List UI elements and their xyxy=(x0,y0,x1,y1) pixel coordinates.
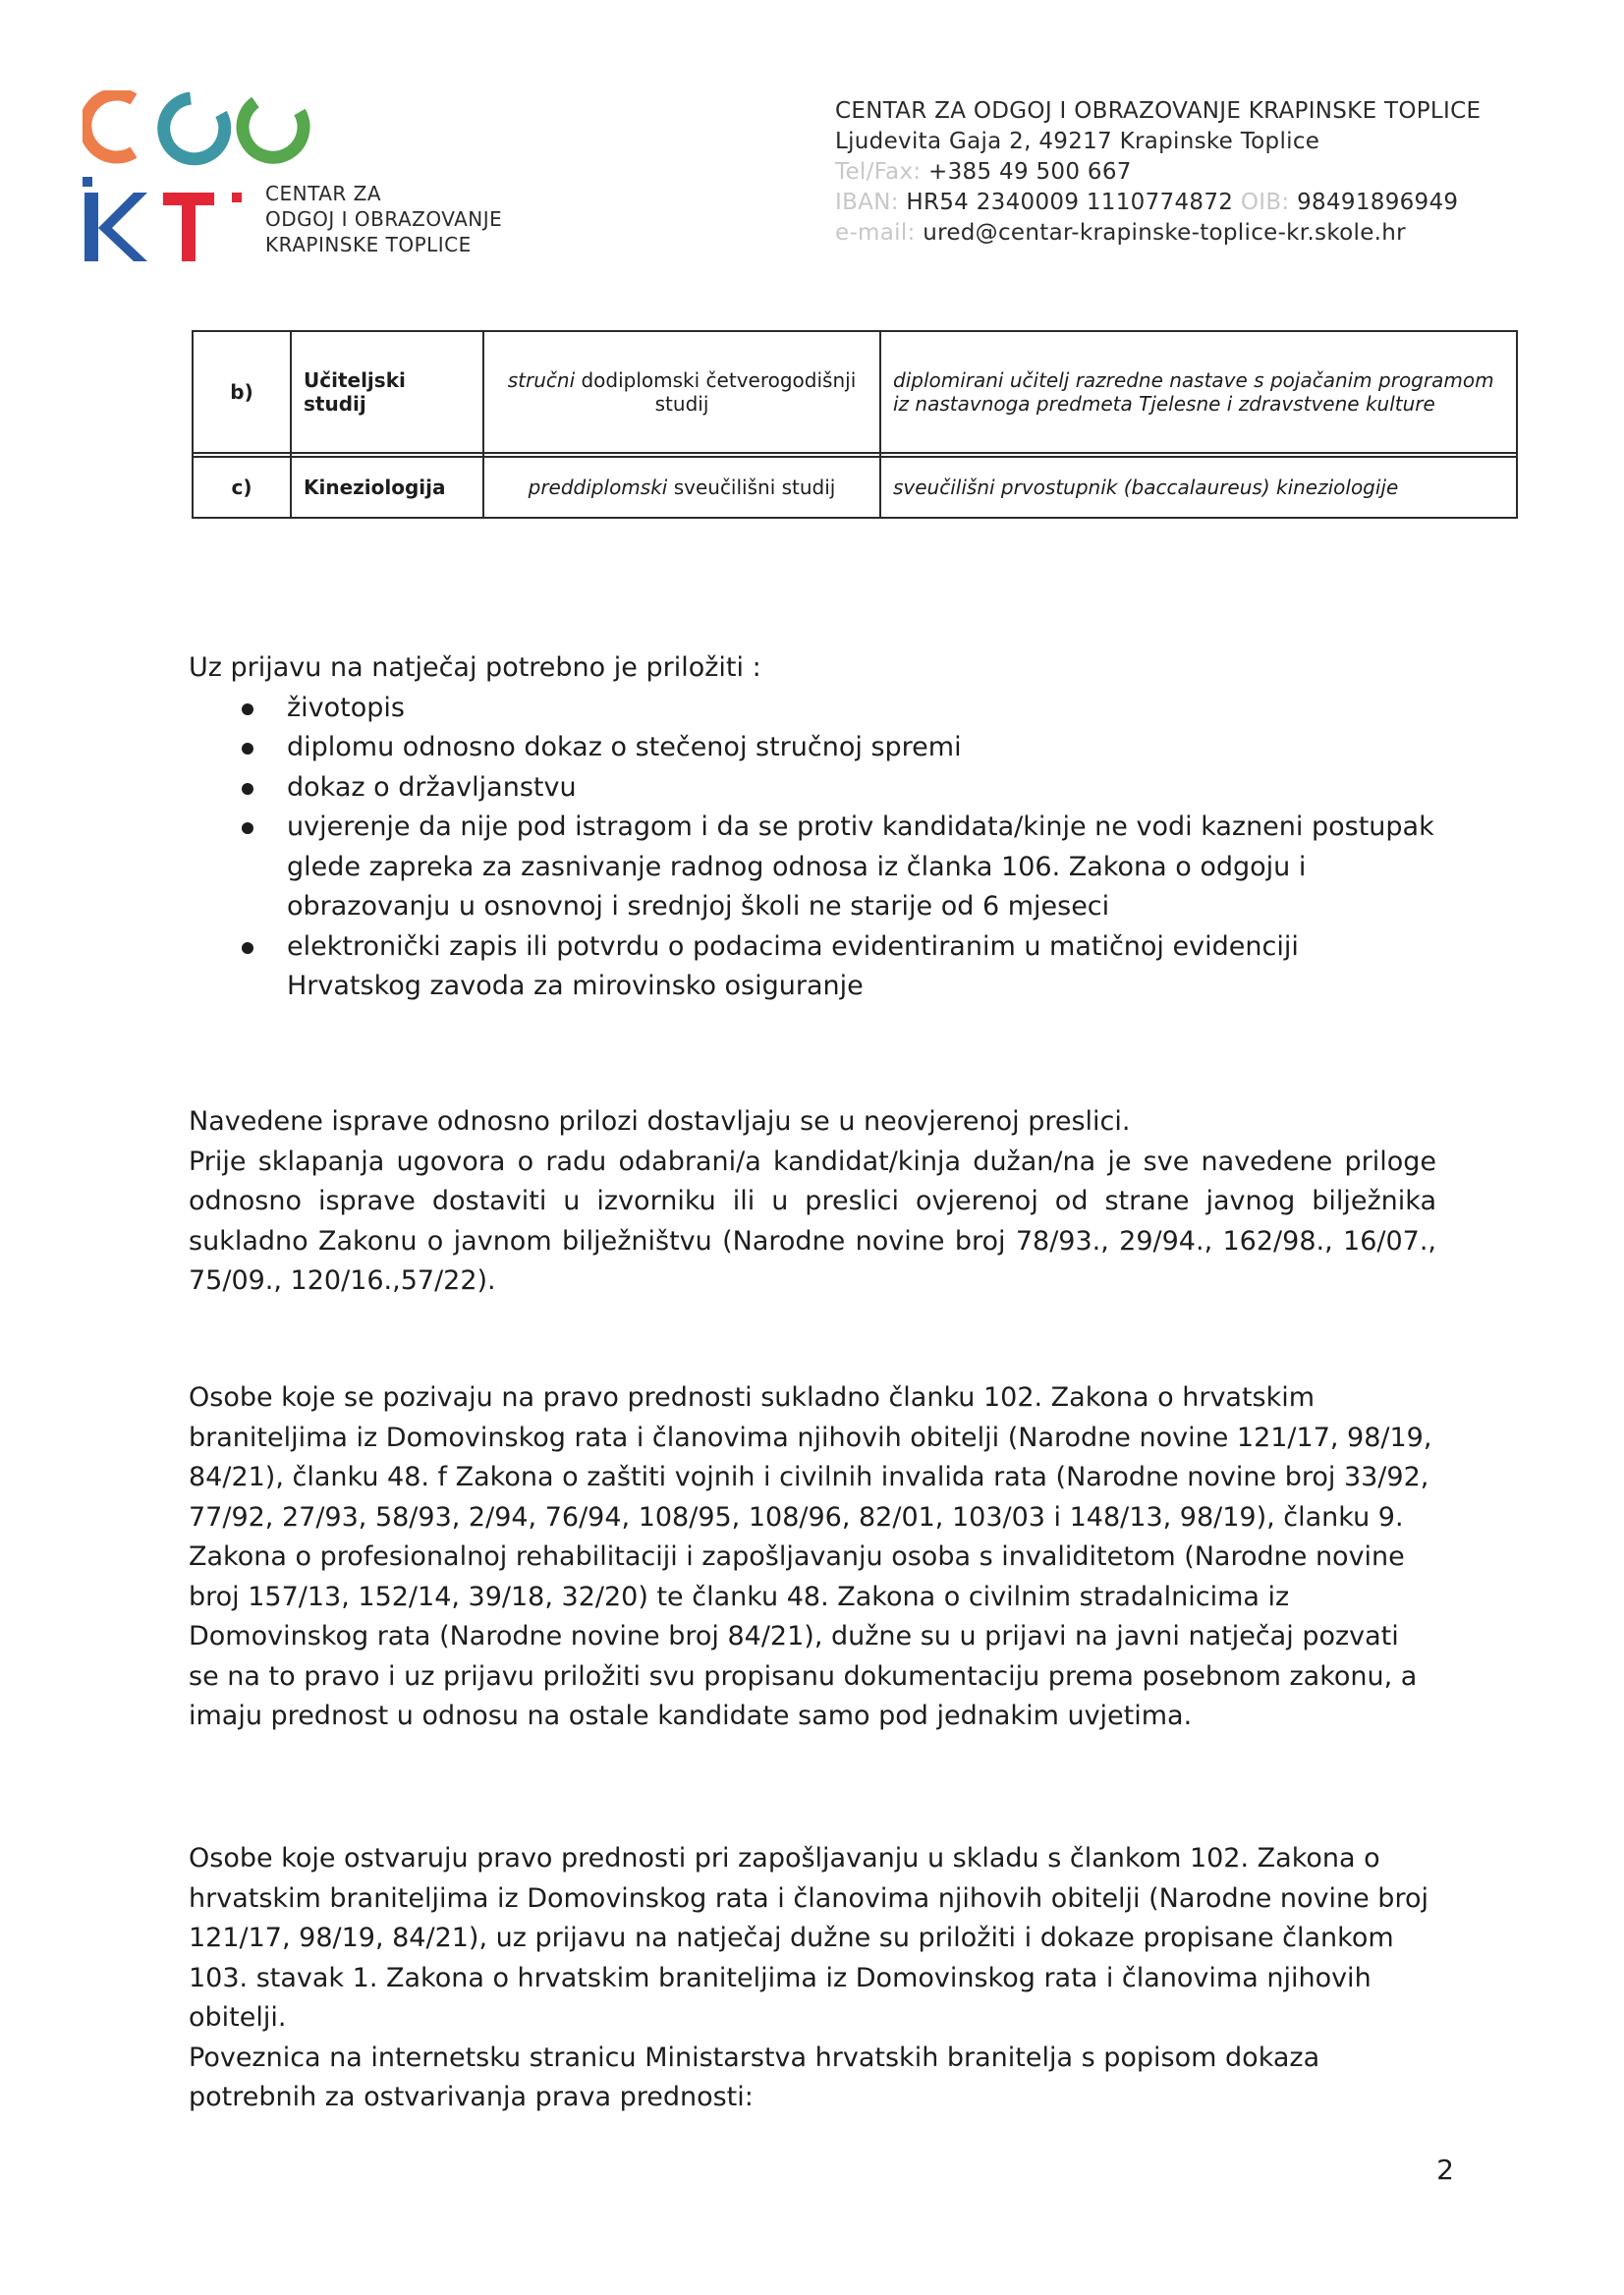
iban-oib-line xyxy=(835,188,1582,218)
oib-label: OIB: xyxy=(1240,190,1290,215)
study-type-rest: dodiplomski četverogodišnji studij xyxy=(575,368,857,416)
list-item: diplomu odnosno dokaz o stečenoj stručnoj spremi xyxy=(189,728,1436,768)
phone-value: +385 49 500 667 xyxy=(928,159,1132,185)
requirements-list xyxy=(189,689,1436,1007)
list-item: uvjerenje da nije pod istragom i da se protiv kandidata/kinje ne vodi kazneni postupak glede zapreka za zasnivanje radnog odnosa iz članka 106. Zakona o odgoju i obrazovanju u osnovnoj i srednjoj školi ne starije od 6 mjeseci xyxy=(189,808,1436,927)
study-program-table xyxy=(192,330,1518,519)
copies-paragraph: Navedene isprave odnosno prilozi dostavljaju se u neovjerenoj preslici. xyxy=(189,1106,1131,1137)
tagline-line: CENTAR ZA xyxy=(265,182,382,205)
table-row xyxy=(193,457,1517,518)
email-value: ured@centar-krapinske-toplice-kr.skole.hr xyxy=(923,220,1406,246)
study-type-italic: stručni xyxy=(507,368,576,392)
iban-value: HR54 2340009 1110774872 xyxy=(906,190,1234,215)
tagline-line: ODGOJ I OBRAZOVANJE xyxy=(265,207,503,231)
requirements-intro: Uz prijavu na natječaj potrebno je priložiti : xyxy=(189,652,761,683)
contact-block xyxy=(835,96,1582,249)
link-intro-paragraph: Poveznica na internetsku stranicu Ministarstva hrvatskih branitelja s popisom dokaza potrebnih za ostvarivanja prava prednosti: xyxy=(189,2042,1320,2112)
academic-title: diplomirani učitelj razredne nastave s pojačanim programom iz nastavnoga predmeta Tjelesne i zdravstvene kulture xyxy=(880,331,1517,453)
study-type-italic: preddiplomski xyxy=(528,476,668,499)
study-name: Kineziologija xyxy=(291,457,483,518)
logo-tagline xyxy=(265,181,540,257)
iban-label: IBAN: xyxy=(835,190,899,215)
veterans-paragraph: Osobe koje ostvaruju pravo prednosti pri zapošljavanju u skladu s člankom 102. Zakona o hrvatskim braniteljima iz Domovinskog rata i članovima njihovih obitelji (Narodne novine broj 121/17, 98/19, 84/21), uz prijavu na natječaj dužne su priložiti i dokaze propisane člankom 103. stavak 1. Zakona o hrvatskim braniteljima iz Domovinskog rata i članovima njihovih obitelji. xyxy=(189,1843,1428,2033)
institution-name: CENTAR ZA ODGOJ I OBRAZOVANJE KRAPINSKE TOPLICE xyxy=(835,98,1482,124)
originals-paragraph: Prije sklapanja ugovora o radu odabrani/a kandidat/kinja dužan/na je sve navedene priloge odnosno isprave dostaviti u izvorniku ili u preslici ovjerenoj od strane javnog bilježnika sukladno Zakonu o javnom bilježništvu (Narodne novine broj 78/93., 29/94., 162/98., 16/07., 75/09., 120/16.,57/22). xyxy=(189,1146,1436,1296)
email-line xyxy=(835,218,1582,249)
table-row xyxy=(193,331,1517,453)
priority-right-paragraph: Osobe koje se pozivaju na pravo prednosti sukladno članku 102. Zakona o hrvatskim braniteljima iz Domovinskog rata i članovima njihovih obitelji (Narodne novine 121/17, 98/19, 84/21), članku 48. f Zakona o zaštiti vojnih i civilnih invalida rata (Narodne novine broj 33/92, 77/92, 27/93, 58/93, 2/94, 76/94, 108/95, 108/96, 82/01, 103/03 i 148/13, 98/19), članku 9. Zakona o profesionalnoj rehabilitaciji i zapošljavanju osoba s invaliditetom (Narodne novine broj 157/13, 152/14, 39/18, 32/20) te članku 48. Zakona o civilnim stradalnicima iz Domovinskog rata (Narodne novine broj 84/21), dužne su u prijavi na javni natječaj pozvati se na to pravo i uz prijavu priložiti svu propisanu dokumentaciju prema posebnom zakonu, a imaju prednost u odnosu na ostale kandidate samo pod jednakim uvjetima. xyxy=(189,1382,1432,1731)
study-type xyxy=(483,331,880,453)
list-item: životopis xyxy=(189,689,1436,729)
copies-section xyxy=(189,1102,1436,1302)
institution-address: Ljudevita Gaja 2, 49217 Krapinske Toplice xyxy=(835,129,1320,154)
row-letter: b) xyxy=(193,331,291,453)
tagline-line: KRAPINSKE TOPLICE xyxy=(265,233,472,256)
row-letter: c) xyxy=(193,457,291,518)
study-name: Učiteljski studij xyxy=(291,331,483,453)
phone-line xyxy=(835,157,1582,188)
study-type xyxy=(483,457,880,518)
academic-title: sveučilišni prvostupnik (baccalaureus) kineziologije xyxy=(880,457,1517,518)
veterans-section xyxy=(189,1839,1436,2118)
study-type-rest: sveučilišni studij xyxy=(667,476,836,499)
page-number: 2 xyxy=(1436,2154,1454,2186)
requirements-section xyxy=(189,648,1436,1007)
list-item: elektronički zapis ili potvrdu o podacima evidentiranim u matičnoj evidenciji Hrvatskog zavoda za mirovinsko osiguranje xyxy=(189,927,1436,1007)
email-label: e-mail: xyxy=(835,220,916,246)
oib-value: 98491896949 xyxy=(1297,190,1459,215)
list-item: dokaz o državljanstvu xyxy=(189,768,1436,809)
phone-label: Tel/Fax: xyxy=(835,159,922,185)
